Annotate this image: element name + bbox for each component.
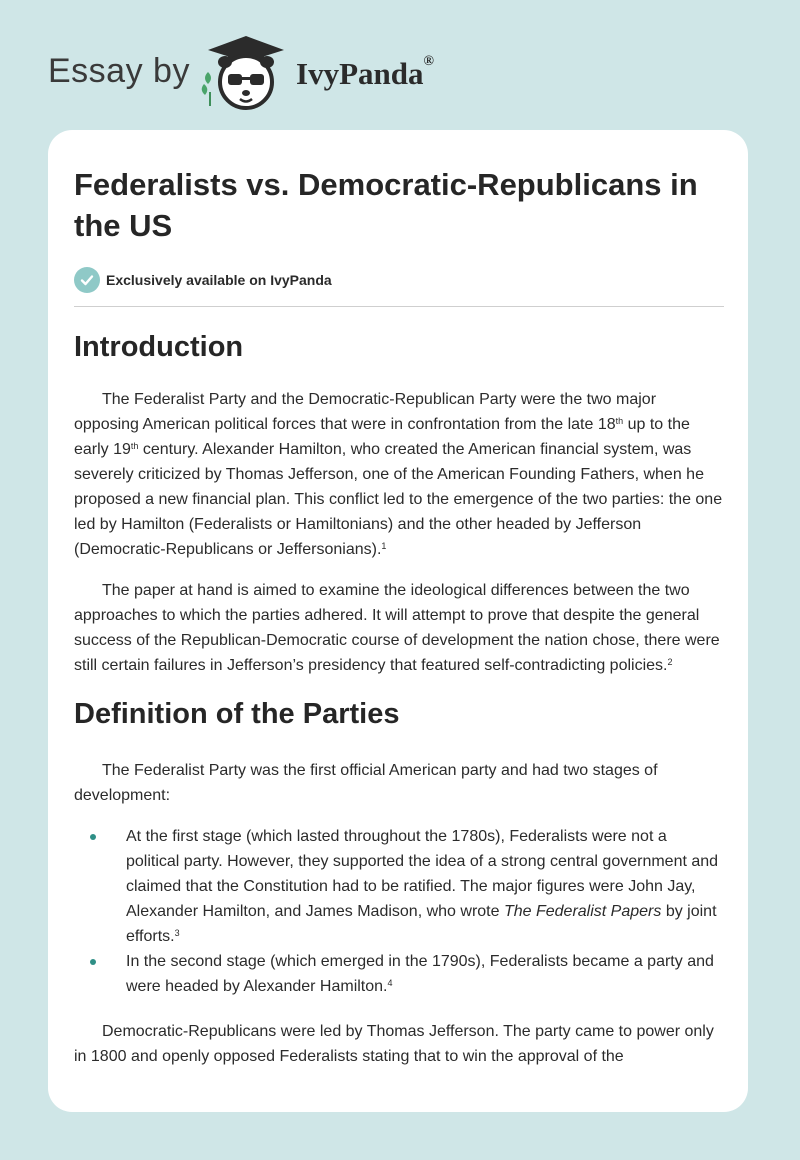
footnote-ref[interactable]: 3 bbox=[174, 928, 180, 938]
page-title: Federalists vs. Democratic-Republicans in the US bbox=[74, 167, 698, 243]
essay-by-label: Essay by bbox=[48, 52, 190, 90]
footnote-ref[interactable]: 2 bbox=[667, 657, 673, 667]
site-header bbox=[48, 34, 748, 114]
essay-content bbox=[74, 164, 724, 1069]
section-heading-introduction: Introduction bbox=[74, 331, 244, 363]
paragraph-intro-2 bbox=[74, 578, 724, 678]
section-heading-definition: Definition of the Parties bbox=[74, 698, 400, 730]
text-run: century. Alexander Hamilton, who created the American financial system, was severely criticized by Thomas Jefferson, one of the American Founding Fathers, when he proposed a new financial plan. This conflict led to the emergence of the two parties: the one led by Hamilton (Federalists or Hamiltonians) and the other headed by Jefferson (Democratic-Republicans or Jeffersonians). bbox=[74, 441, 723, 558]
footnote-ref[interactable]: 4 bbox=[387, 978, 393, 988]
federalist-stages-list bbox=[74, 824, 724, 999]
footnote-ref[interactable]: 1 bbox=[381, 541, 387, 551]
exclusive-badge bbox=[74, 266, 724, 294]
text-run: The paper at hand is aimed to examine the ideological differences between the two approaches to which the parties adhered. It will attempt to prove that despite the general success of the Republican-Democratic course of development the nation chose, there were still certain failures in Jefferson’s presidency that featured self-contradicting policies. bbox=[74, 582, 720, 674]
exclusive-label: Exclusively available on IvyPanda bbox=[106, 272, 332, 288]
ivy-leaf-icon bbox=[202, 72, 211, 106]
registered-mark: ® bbox=[423, 54, 434, 69]
bullet-icon bbox=[90, 959, 96, 965]
divider bbox=[74, 306, 724, 307]
essay-card bbox=[48, 130, 748, 1112]
text-run: by joint efforts. bbox=[126, 903, 717, 945]
brand-name[interactable] bbox=[296, 56, 434, 92]
paragraph-intro-1 bbox=[74, 387, 724, 562]
panda-graduate-logo-icon[interactable] bbox=[200, 34, 292, 114]
text-run: In the second stage (which emerged in the 1790s), Federalists became a party and were headed by Alexander Hamilton. bbox=[126, 953, 714, 995]
paragraph-definition-2: Democratic-Republicans were led by Thomas Jefferson. The party came to power only in 1800 and openly opposed Federalists stating that to win the approval of the bbox=[74, 1023, 714, 1065]
ordinal-suffix: th bbox=[130, 441, 139, 451]
list-item bbox=[74, 824, 724, 949]
ordinal-suffix: th bbox=[615, 416, 624, 426]
text-run: At the first stage (which lasted throughout the 1780s), Federalists were not a political party. However, they supported the idea of a strong central government and claimed that the Constitution had to be ratified. The major figures were John Jay, Alexander Hamilton, and James Madison, who wrote bbox=[126, 828, 719, 920]
paragraph-definition-1: The Federalist Party was the first official American party and had two stages of development: bbox=[74, 762, 658, 804]
italic-title: The Federalist Papers bbox=[503, 903, 662, 920]
text-run: The Federalist Party and the Democratic-Republican Party were the two major opposing American political forces that were in confrontation from the late 18 bbox=[74, 391, 657, 433]
check-icon bbox=[74, 267, 100, 293]
text-run: up to the early 19 bbox=[74, 416, 690, 458]
brand-text: IvyPanda bbox=[296, 56, 424, 91]
list-item bbox=[74, 949, 724, 999]
bullet-icon bbox=[90, 834, 96, 840]
